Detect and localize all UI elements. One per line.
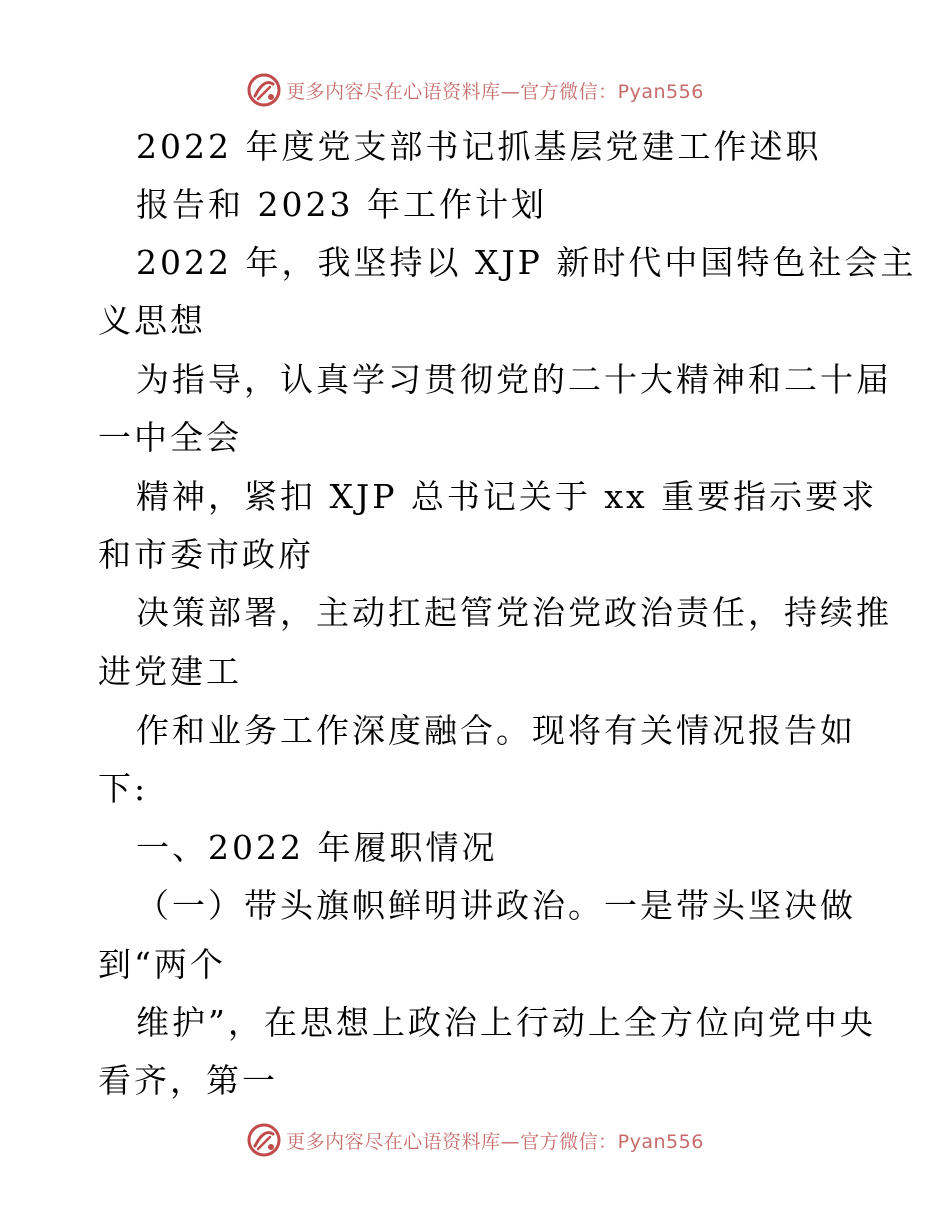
doc-line: 作和业务工作深度融合。现将有关情况报告如 <box>136 711 856 750</box>
doc-line: 义思想 <box>98 301 206 340</box>
doc-line: 进党建工 <box>98 652 242 691</box>
doc-line: （一）带头旗帜鲜明讲政治。一是带头坚决做 <box>136 886 856 925</box>
section-heading: 一、2022 年履职情况 <box>136 828 498 867</box>
doc-line: 为指导，认真学习贯彻党的二十大精神和二十届 <box>136 360 892 399</box>
doc-line: 决策部署，主动扛起管党治党政治责任，持续推 <box>136 593 892 632</box>
doc-line: 看齐，第一 <box>98 1061 278 1100</box>
doc-line: 2022 年，我坚持以 XJP 新时代中国特色社会主 <box>136 243 917 282</box>
watermark-text: 更多内容尽在心语资料库—官方微信：Pyan556 <box>286 80 704 103</box>
doc-line: 一中全会 <box>98 418 242 457</box>
red-seal-icon <box>246 1122 282 1158</box>
doc-line: 和市委市政府 <box>98 535 314 574</box>
doc-line: 到“两个 <box>98 945 226 984</box>
watermark-text: 更多内容尽在心语资料库—官方微信：Pyan556 <box>286 1130 704 1153</box>
doc-line: 报告和 2023 年工作计划 <box>136 185 547 224</box>
doc-line: 精神，紧扣 XJP 总书记关于 xx 重要指示要求 <box>136 477 878 516</box>
doc-line: 2022 年度党支部书记抓基层党建工作述职 <box>136 127 822 166</box>
doc-line: 维护”，在思想上政治上行动上全方位向党中央 <box>136 1003 876 1042</box>
bottom-watermark-banner <box>0 1120 950 1160</box>
doc-line: 下: <box>98 769 149 808</box>
